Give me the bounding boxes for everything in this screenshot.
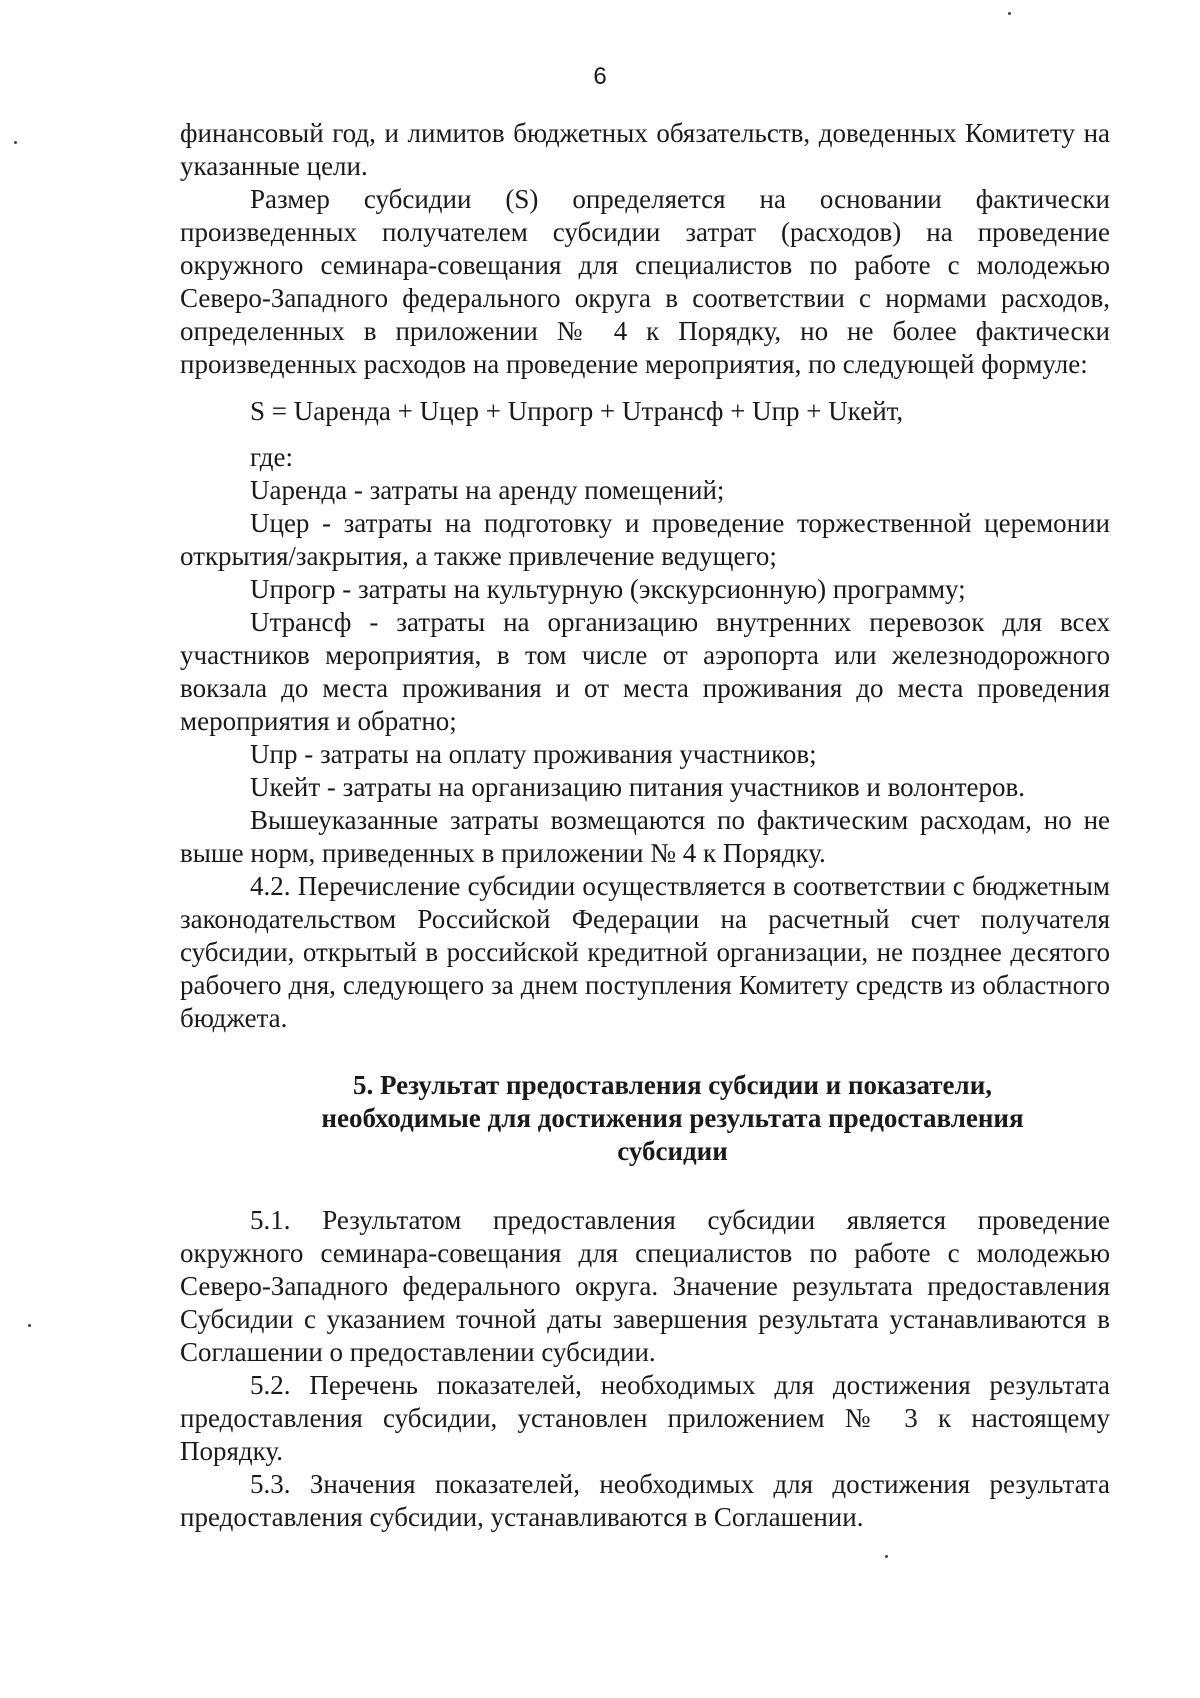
scan-speck <box>28 1324 31 1327</box>
paragraph-continuation: финансовый год, и лимитов бюджетных обязательств, доведенных Комитету на указанные цели. <box>180 118 1110 181</box>
paragraph-5-1: 5.1. Результатом предоставления субсидии является проведение окружного семинара-совещания для специалистов по работе с молодежью Северо-Западного федерального округа. Значение результата предоставления Субсидии с указанием точной даты завершения результата устанавливаются в Соглашении о предоставлении субсидии. <box>180 1205 1110 1367</box>
section-heading-line-3: субсидии <box>617 1136 728 1166</box>
definition-rent: Uаренда - затраты на аренду помещений; <box>250 475 725 505</box>
paragraph-4-2: 4.2. Перечисление субсидии осуществляется в соответствии с бюджетным законодательством Российской Федерации на расчетный счет получателя субсидии, открытый в российской кредитной организации, не позднее десятого рабочего дня, следующего за днем поступления Комитету средств из областного бюджета. <box>180 871 1110 1033</box>
section-heading-line-2: необходимые для достижения результата предоставления <box>321 1103 1024 1133</box>
definition-accommodation: Uпр - затраты на оплату проживания участников; <box>250 739 817 769</box>
section-heading-line-1: 5. Результат предоставления субсидии и показатели, <box>353 1070 992 1100</box>
scan-speck <box>885 1555 888 1558</box>
definition-catering: Uкейт - затраты на организацию питания участников и волонтеров. <box>250 772 1026 802</box>
section-5-heading <box>180 1069 1110 1168</box>
paragraph-5-2: 5.2. Перечень показателей, необходимых для достижения результата предоставления субсидии, установлен приложением № 3 к настоящему Порядку. <box>180 1370 1110 1466</box>
scan-speck <box>1008 12 1011 15</box>
subsidy-formula: S = Uаренда + Uцер + Uпрогр + Uтрансф + Uпр + Uкейт, <box>250 396 904 426</box>
where-label: где: <box>250 442 293 472</box>
paragraph-reimbursement: Вышеуказанные затраты возмещаются по фактическим расходам, но не выше норм, приведенных в приложении № 4 к Порядку. <box>180 805 1110 868</box>
page-number: 6 <box>593 63 607 90</box>
definition-program: Uпрогр - затраты на культурную (экскурсионную) программу; <box>250 574 966 604</box>
document-body <box>180 117 1110 1534</box>
scan-speck <box>14 141 17 144</box>
definition-ceremony: Uцер - затраты на подготовку и проведение торжественной церемонии открытия/закрытия, а также привлечение ведущего; <box>180 508 1110 571</box>
paragraph-subsidy-size: Размер субсидии (S) определяется на основании фактически произведенных получателем субсидии затрат (расходов) на проведение окружного семинара-совещания для специалистов по работе с молодежью Северо-Западного федерального округа в соответствии с нормами расходов, определенных в приложении № 4 к Порядку, но не более фактически произведенных расходов на проведение мероприятия, по следующей формуле: <box>180 184 1110 379</box>
definition-transfer: Uтрансф - затраты на организацию внутренних перевозок для всех участников мероприятия, в том числе от аэропорта или железнодорожного вокзала до места проживания и от места проживания до места проведения мероприятия и обратно; <box>180 607 1110 736</box>
paragraph-5-3: 5.3. Значения показателей, необходимых для достижения результата предоставления субсидии, устанавливаются в Соглашении. <box>180 1469 1110 1532</box>
